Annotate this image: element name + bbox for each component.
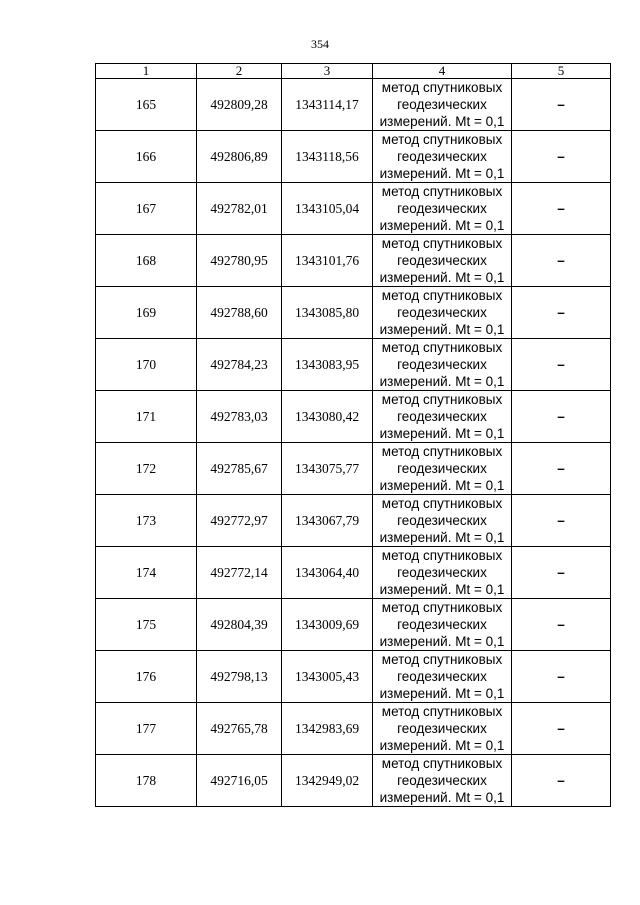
method-line-3: измерений. Mt = 0,1 — [379, 686, 505, 701]
note-cell: – — [512, 703, 611, 755]
method-line-1: метод спутниковых — [381, 444, 503, 459]
table-row — [96, 183, 611, 235]
method-line-1: метод спутниковых — [381, 184, 503, 199]
x-coordinate-cell: 492785,67 — [197, 443, 282, 495]
method-line-1: метод спутниковых — [381, 548, 503, 563]
method-line-3: измерений. Mt = 0,1 — [379, 114, 505, 129]
point-number-cell: 178 — [96, 755, 197, 807]
y-coordinate-cell: 1343101,76 — [282, 235, 373, 287]
method-line-2: геодезических — [397, 97, 487, 112]
method-line-1: метод спутниковых — [381, 756, 503, 771]
table-row — [96, 651, 611, 703]
x-coordinate-cell: 492806,89 — [197, 131, 282, 183]
method-cell — [373, 391, 512, 443]
table-row — [96, 391, 611, 443]
x-coordinate-cell: 492809,28 — [197, 79, 282, 131]
method-line-3: измерений. Mt = 0,1 — [379, 322, 505, 337]
point-number-cell: 166 — [96, 131, 197, 183]
method-line-2: геодезических — [397, 617, 487, 632]
y-coordinate-cell: 1343075,77 — [282, 443, 373, 495]
method-line-2: геодезических — [397, 201, 487, 216]
y-coordinate-cell: 1343083,95 — [282, 339, 373, 391]
point-number-cell: 171 — [96, 391, 197, 443]
column-header-1: 1 — [96, 64, 197, 79]
point-number-cell: 175 — [96, 599, 197, 651]
table-row — [96, 443, 611, 495]
method-line-2: геодезических — [397, 565, 487, 580]
point-number-cell: 168 — [96, 235, 197, 287]
method-line-2: геодезических — [397, 461, 487, 476]
note-cell: – — [512, 443, 611, 495]
method-line-1: метод спутниковых — [381, 80, 503, 95]
column-header-4: 4 — [373, 64, 512, 79]
method-cell — [373, 235, 512, 287]
x-coordinate-cell: 492772,97 — [197, 495, 282, 547]
method-cell — [373, 79, 512, 131]
method-cell — [373, 651, 512, 703]
x-coordinate-cell: 492784,23 — [197, 339, 282, 391]
table-row — [96, 287, 611, 339]
method-cell — [373, 183, 512, 235]
method-line-3: измерений. Mt = 0,1 — [379, 634, 505, 649]
x-coordinate-cell: 492798,13 — [197, 651, 282, 703]
x-coordinate-cell: 492804,39 — [197, 599, 282, 651]
x-coordinate-cell: 492765,78 — [197, 703, 282, 755]
table-row — [96, 599, 611, 651]
point-number-cell: 177 — [96, 703, 197, 755]
y-coordinate-cell: 1343067,79 — [282, 495, 373, 547]
method-line-3: измерений. Mt = 0,1 — [379, 218, 505, 233]
point-number-cell: 167 — [96, 183, 197, 235]
table-row — [96, 339, 611, 391]
method-line-1: метод спутниковых — [381, 288, 503, 303]
method-line-1: метод спутниковых — [381, 340, 503, 355]
table-row — [96, 235, 611, 287]
method-cell — [373, 287, 512, 339]
method-line-2: геодезических — [397, 253, 487, 268]
table-body — [96, 79, 611, 807]
x-coordinate-cell: 492780,95 — [197, 235, 282, 287]
method-line-2: геодезических — [397, 357, 487, 372]
table-row — [96, 547, 611, 599]
method-line-3: измерений. Mt = 0,1 — [379, 374, 505, 389]
table-row — [96, 131, 611, 183]
method-line-1: метод спутниковых — [381, 236, 503, 251]
method-line-2: геодезических — [397, 409, 487, 424]
method-line-3: измерений. Mt = 0,1 — [379, 478, 505, 493]
table-row — [96, 755, 611, 807]
point-number-cell: 172 — [96, 443, 197, 495]
point-number-cell: 176 — [96, 651, 197, 703]
method-cell — [373, 755, 512, 807]
note-cell: – — [512, 79, 611, 131]
note-cell: – — [512, 599, 611, 651]
coordinates-table — [95, 63, 611, 807]
y-coordinate-cell: 1343009,69 — [282, 599, 373, 651]
method-line-2: геодезических — [397, 669, 487, 684]
method-cell — [373, 599, 512, 651]
method-line-3: измерений. Mt = 0,1 — [379, 270, 505, 285]
table-row — [96, 703, 611, 755]
method-line-3: измерений. Mt = 0,1 — [379, 530, 505, 545]
note-cell: – — [512, 183, 611, 235]
y-coordinate-cell: 1343064,40 — [282, 547, 373, 599]
x-coordinate-cell: 492772,14 — [197, 547, 282, 599]
method-line-2: геодезических — [397, 721, 487, 736]
point-number-cell: 165 — [96, 79, 197, 131]
note-cell: – — [512, 547, 611, 599]
note-cell: – — [512, 339, 611, 391]
method-line-3: измерений. Mt = 0,1 — [379, 738, 505, 753]
method-cell — [373, 339, 512, 391]
point-number-cell: 170 — [96, 339, 197, 391]
point-number-cell: 174 — [96, 547, 197, 599]
method-cell — [373, 443, 512, 495]
method-line-2: геодезических — [397, 149, 487, 164]
method-line-1: метод спутниковых — [381, 704, 503, 719]
method-line-1: метод спутниковых — [381, 132, 503, 147]
note-cell: – — [512, 391, 611, 443]
table-row — [96, 495, 611, 547]
method-cell — [373, 131, 512, 183]
method-line-3: измерений. Mt = 0,1 — [379, 582, 505, 597]
method-cell — [373, 495, 512, 547]
method-line-3: измерений. Mt = 0,1 — [379, 790, 505, 805]
y-coordinate-cell: 1343118,56 — [282, 131, 373, 183]
note-cell: – — [512, 651, 611, 703]
page-number: 354 — [311, 37, 329, 51]
column-header-5: 5 — [512, 64, 611, 79]
method-line-2: геодезических — [397, 773, 487, 788]
x-coordinate-cell: 492716,05 — [197, 755, 282, 807]
note-cell: – — [512, 755, 611, 807]
y-coordinate-cell: 1343085,80 — [282, 287, 373, 339]
y-coordinate-cell: 1343080,42 — [282, 391, 373, 443]
y-coordinate-cell: 1342983,69 — [282, 703, 373, 755]
note-cell: – — [512, 495, 611, 547]
point-number-cell: 169 — [96, 287, 197, 339]
point-number-cell: 173 — [96, 495, 197, 547]
note-cell: – — [512, 131, 611, 183]
note-cell: – — [512, 287, 611, 339]
column-header-2: 2 — [197, 64, 282, 79]
column-header-3: 3 — [282, 64, 373, 79]
method-line-1: метод спутниковых — [381, 600, 503, 615]
method-cell — [373, 547, 512, 599]
method-line-1: метод спутниковых — [381, 496, 503, 511]
x-coordinate-cell: 492783,03 — [197, 391, 282, 443]
method-line-2: геодезических — [397, 305, 487, 320]
x-coordinate-cell: 492782,01 — [197, 183, 282, 235]
method-line-1: метод спутниковых — [381, 652, 503, 667]
y-coordinate-cell: 1343114,17 — [282, 79, 373, 131]
y-coordinate-cell: 1343005,43 — [282, 651, 373, 703]
table-row — [96, 79, 611, 131]
method-line-3: измерений. Mt = 0,1 — [379, 426, 505, 441]
table-header-row — [96, 64, 611, 79]
x-coordinate-cell: 492788,60 — [197, 287, 282, 339]
method-line-1: метод спутниковых — [381, 392, 503, 407]
note-cell: – — [512, 235, 611, 287]
y-coordinate-cell: 1343105,04 — [282, 183, 373, 235]
method-line-2: геодезических — [397, 513, 487, 528]
method-line-3: измерений. Mt = 0,1 — [379, 166, 505, 181]
method-cell — [373, 703, 512, 755]
y-coordinate-cell: 1342949,02 — [282, 755, 373, 807]
